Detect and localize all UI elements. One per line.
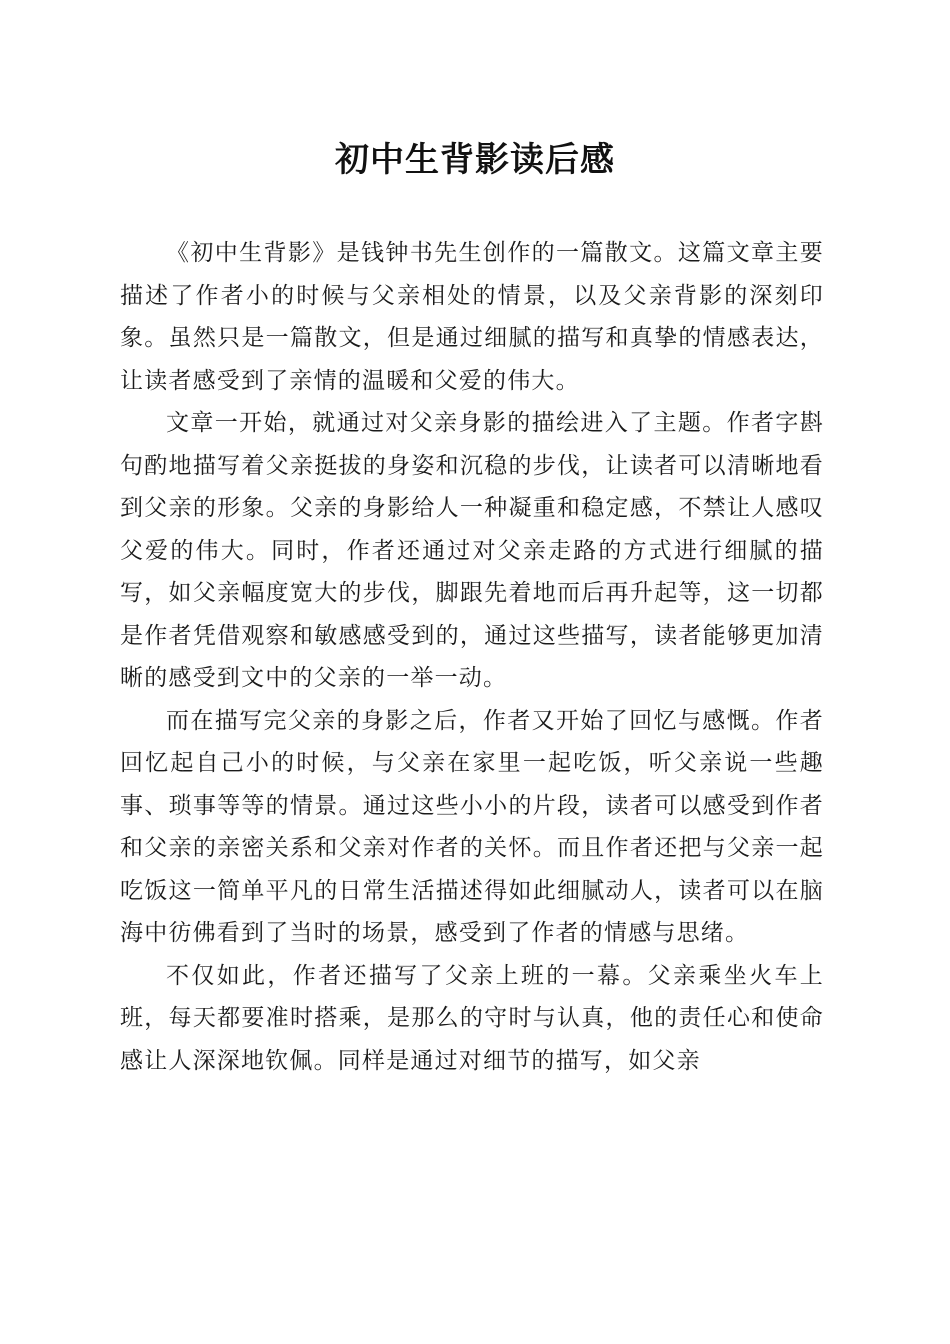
paragraph-3: 而在描写完父亲的身影之后，作者又开始了回忆与感慨。作者回忆起自己小的时候，与父亲在家里一起吃饭，听父亲说一些趣事、琐事等等的情景。通过这些小小的片段，读者可以感受到作者和父亲的亲密关系和父亲对作者的关怀。而且作者还把与父亲一起吃饭这一简单平凡的日常生活描述得如此细腻动人，读者可以在脑海中彷佛看到了当时的场景，感受到了作者的情感与思绪。 xyxy=(120,707,824,946)
document-body xyxy=(120,232,824,1082)
paragraph-4: 不仅如此，作者还描写了父亲上班的一幕。父亲乘坐火车上班，每天都要准时搭乘，是那么的守时与认真，他的责任心和使命感让人深深地钦佩。同样是通过对细节的描写，如父亲 xyxy=(120,962,824,1074)
document-title: 初中生背影读后感 xyxy=(335,140,615,180)
paragraph-2: 文章一开始，就通过对父亲身影的描绘进入了主题。作者字斟句酌地描写着父亲挺拔的身姿和沉稳的步伐，让读者可以清晰地看到父亲的形象。父亲的身影给人一种凝重和稳定感，不禁让人感叹父爱的伟大。同时，作者还通过对父亲走路的方式进行细腻的描写，如父亲幅度宽大的步伐，脚跟先着地而后再升起等，这一切都是作者凭借观察和敏感感受到的，通过这些描写，读者能够更加清晰的感受到文中的父亲的一举一动。 xyxy=(120,410,824,691)
paragraph-1: 《初中生背影》是钱钟书先生创作的一篇散文。这篇文章主要描述了作者小的时候与父亲相处的情景，以及父亲背影的深刻印象。虽然只是一篇散文，但是通过细腻的描写和真挚的情感表达，让读者感受到了亲情的温暖和父爱的伟大。 xyxy=(120,240,824,394)
